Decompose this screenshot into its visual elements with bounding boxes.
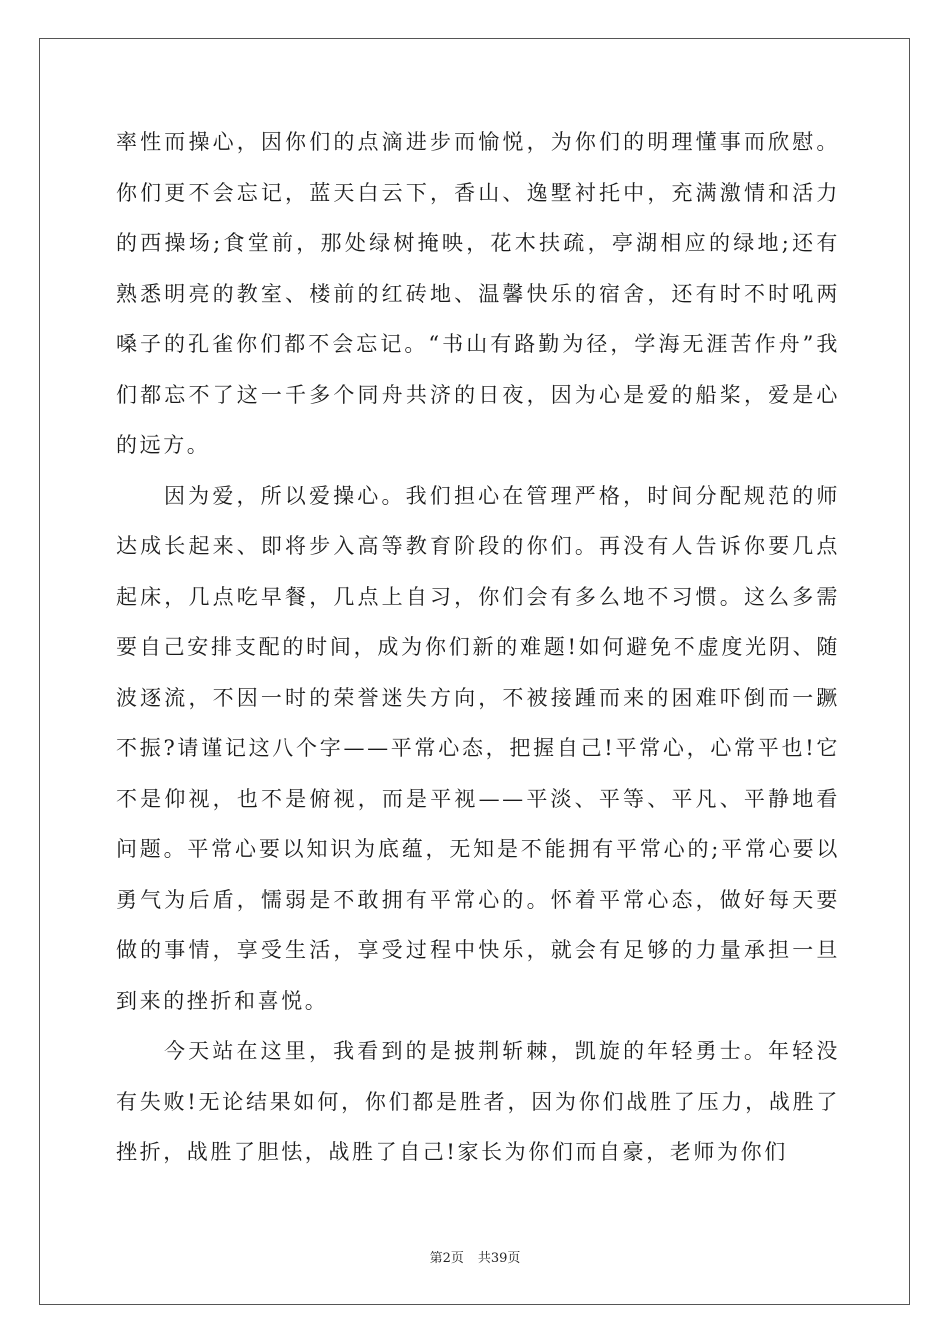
page-number: 第2页 xyxy=(429,1251,464,1266)
page-footer xyxy=(0,1247,950,1266)
paragraph-2: 因为爱，所以爱操心。我们担心在管理严格，时间分配规范的师达成长起来、即将步入高等教育阶段的你们。再没有人告诉你要几点起床，几点吃早餐，几点上自习，你们会有多么地不习惯。这么多需要自己安排支配的时间，成为你们新的难题!如何避免不虚度光阴、随波逐流，不因一时的荣誉迷失方向，不被接踵而来的困难吓倒而一蹶不振?请谨记这八个字——平常心态，把握自己!平常心，心常平也!它不是仰视，也不是俯视，而是平视——平淡、平等、平凡、平静地看问题。平常心要以知识为底蕴，无知是不能拥有平常心的;平常心要以勇气为后盾，懦弱是不敢拥有平常心的。怀着平常心态，做好每天要做的事情，享受生活，享受过程中快乐，就会有足够的力量承担一旦到来的挫折和喜悦。 xyxy=(116,483,840,1013)
paragraph-3: 今天站在这里，我看到的是披荆斩棘，凯旋的年轻勇士。年轻没有失败!无论结果如何，你们都是胜者，因为你们战胜了压力，战胜了挫折，战胜了胆怯，战胜了自己!家长为你们而自豪，老师为你们 xyxy=(116,1039,840,1164)
page-total: 共39页 xyxy=(477,1251,521,1266)
paragraph-1: 率性而操心，因你们的点滴进步而愉悦，为你们的明理懂事而欣慰。你们更不会忘记，蓝天白云下，香山、逸墅衬托中，充满激情和活力的西操场;食堂前，那处绿树掩映，花木扶疏，亭湖相应的绿地;还有熟悉明亮的教室、楼前的红砖地、温馨快乐的宿舍，还有时不时吼两嗓子的孔雀你们都不会忘记。“书山有路勤为径，学海无涯苦作舟”我们都忘不了这一千多个同舟共济的日夜，因为心是爱的船桨，爱是心的远方。 xyxy=(116,130,840,457)
document-body xyxy=(116,117,840,1178)
